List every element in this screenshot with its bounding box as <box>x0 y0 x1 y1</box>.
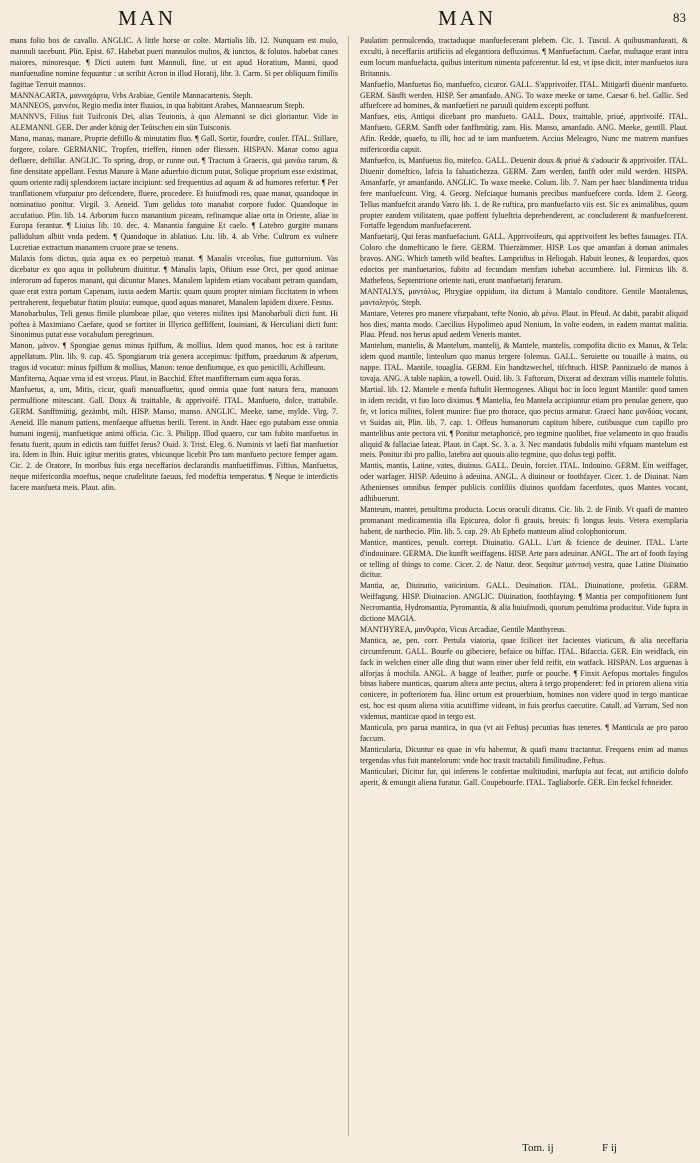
entry-mano: Mano, manas, manare, Proprie deftillo & minutatim fluo. ¶ Gall. Sortir, fourdre, couler. ITAL. Stillare, forgere, colare. GERMANIC. Tropfen, trieffen, rinnen oder fliessen. HISPAN. Manar como agua defluere, deftillar. ANGLIC. To spring, drop, or runne out. ¶ Tractum à Graecis, qui μανάω rarum, & fine densitate appellant. Festus Manare à Mane aduerbio dictum putat, Solique proprium esse existimat, quum oriente radij splendorem iactare incipiunt: sed frequentius ad aquam & ad humores refertur. ¶ Per tranflationem vfurpatur pro defcendere, fluere, procedere. Et huiufmodi res, quae manat, quandoque in nominatiuo ponitur. Virgil. 3. Aeneid. Tum gelidus toto manabat corpore fudor. Quandoque in accufatiuo. Plin. lib. 14. Arborum fucco manantium piceam, refinamque aliae orta in Oriente, aliae in Europa ferantur. ¶ Liuius lib. 10. dec. 4. Manantia fanguine Et caelo. ¶ Latebro gurgite manans pallidulum albiit vnda pedem. ¶ Quandoque in ablatiuo. Liu. lib. 4. ab Vrbe. Cultrum ex vulnere Lucretiae extractum manantem cruore prae se tenens. <box>10 134 338 253</box>
entry-mannus-continued: mans folio bos de cavallo. ANGLIC. A little horse or colte. Martialis lib. 12. Nunquam est mulo, mannuli tacebunt. Plin. Epist. 67. Habebat pueri mannulos multos, & iunctos, & folutos. habebat canes maiores, minoresque. ¶ Dicti autem funt Mannuli, fine, ut est apud Horatium, Manni, quod manfuetudine nomine fequuntur : ut scribit Acron in illud Horatij, libr. 3. Carm. Si per obliquum fimilis fagittae Terruit mannos. <box>10 36 338 89</box>
entry-mannvs: MANNVS, Filius fuit Tuifconis Dei, alias Teutonis, à quo Alemanni se dici gloriantur. Vide in ALEMANNI. GER. Der ander könig der Teütschen ein sün Tuisconis. <box>10 112 338 133</box>
entry-manticula: Manticula, pro parua mantica, in qua (vt ait Feftus) pecunias fuas teneres. ¶ Manticula ae pro paruo faccum. <box>360 723 688 743</box>
left-column <box>10 36 338 1136</box>
entry-manteum: Manteum, mantei, penultima producta. Locus oraculi dicatus. Cic. lib. 2. de Finib. Vt quafi de manteo promanant medicamentia illa Epicurea, dolor fi grauis, breuis: fi longus leuis. Vetera exemplaria habent, de narthecio. Plin. lib. 5. cap. 29. Ab Ephefo manteum aliud colophoniorum. <box>360 504 688 536</box>
entry-manobarbulus: Manobarbulus, Teli genus fimile plumbeae pilae, quo veteres milites ipsi Manobarbuli dicti funt. Hi poftea à Maximiano Caefare, quod se fortiter in Illyrico geffiffent, Iouiniani, & Herculiani dicti funt: Sinonimus putat esse vocabulum peregrinum. <box>10 308 338 340</box>
header-right-guideword: MAN <box>438 6 497 30</box>
entry-mansues: Manfues, etis, Antiqui dicebant pro manfueto. GALL. Doux, traittable, priué, apprivoifé. ITAL. Manfueto. GERM. Sanfft oder fanfftmütig, zam. His. Manso, amanfado. ANG. Meeke, gentill. Plaut. Afin. Redde, quaefo, tu illi, hoc ad te iam manfuetem. Accius Meleagro, Nunc me matrem manfues mifericordia capsit. <box>360 112 688 155</box>
entry-mansuefacio-continued: Paulatim permulcendo, tractaduque manfuefecerant plebem. Cic. 1. Tuscul. A quibusmanfueati, & exculti, à neceffariis artificiis ad elegantiora defluximus. ¶ Manfuefactum. Caefar, multaque erant intra eum locum manfuefacta, quibus interitum nimenta pafcerentur. Id est, vt ipse dicit, inter manfuetos iura Britannis. <box>360 36 688 78</box>
entry-mansuetarij: Manfuetarij, Qui feras manfuefaciunt. GALL. Apprivoifeurs, qui apprivoifent les beftes fauuages. ITA. Coloro che domefticano le fiere. GERM. Thierzämmer. HISP. Los que amanfan à doman animales bravos. ANG. Which tameth wild beaftes. Lampridius in Heliogab. Habuit leones, & leopardos, quos edoctos per manfuetarios, fubito ad fecundam menfam iubebat accumbere. Iul. Firmicus lib. 8. Mathefeos, Septentrione oriente nati, erunt manfuetarij ferarum. <box>360 232 688 285</box>
entry-mansiterna: Manfiterna, Aquae vrna id est vrceus. Plaut. in Bacchid. Eftet manfifternam cum aqua foras. <box>10 374 301 384</box>
entry-mantis: Mantis, mantis, Latine, vates, diuinus. GALL. Deuin, forcier. ITAL. Indouino. GERM. Ein weiffager, oder warfager. HISP. Adeuino à adeuina. ANGL. A diuinour or foothfayer. Cicer. 1. de Diuinat. Nam Athenienses omnibus femper publicis confiliis diuinos quofdam facerdotes, quos Mantes vocant, adhibuerunt. <box>360 461 688 504</box>
page-footer <box>0 1142 700 1160</box>
catchword: F ij <box>602 1142 617 1154</box>
header-left-guideword: MAN <box>118 6 177 30</box>
entry-manalis: Malaxis fons dictus, quia aqua ex eo perpetuò manat. ¶ Manalis vrceolus, fiue gutturnium. Vas dicebatur ex quo aqua in pollubrum diuititur. ¶ Manalis lapis, Oftium esse Orci, per quod animae inferorum ad fuperos manant, qui dicuntur Manes. Manalem lapidem etiam vocabant petram quandam, quae erat extra portam Capenam, iuxta aedem Martis: quam quum propter nimiam ficcitatem in vrbem pertraherent, fequebatur ftatim pluuia: eumque, quod aquas manaret, Manalem lapidem dixere. Festus. <box>10 254 338 307</box>
entry-mansuetus: Manfuetus, a, um, Mitis, cicur, quafi manuafluetus, quod omnia quae funt natura fera, manuum permulfione mitescant. Gall. Doux & traittable, & apprivoifé. ITAL. Manfueto, dolce, trattabile. GERM. Sanfftmütig, gezämbt, milt. HISP. Manso, manso. ANGLIC. Meeke, tame, mylde. Virg. 7. Aeneid. Ille manum patiens, menfaeque affuetus herili. Terent. in Andr. Haec ego putabam esse omnia humani ingenij, manfuetique animi officia. Cic. 3. Philipp. Illud quaero, cur tam fubito manfuetus in fenatu fuerit, quum in edictis tam fuiffet ferus? Ouid. 3. Trist. Eleg. 6. Numinis vt laefi fiat manfuetior ira. Idem in Ibin. Huic igitur meritis grates, vbicunque licebit Pro tam manfueto pectore femper agam. Cic. 2. de Oratore, In moribus fuis erga neceffarios declarandis manfuetiffimus. Fiftius, Manfuetus, neque mifericordia moeftus, neque crudelitate faeuus, fed modeftia temperatus. ¶ Neque te interdictis facere manfueta meis. Plaut. afin. <box>10 385 338 493</box>
signature-mark: Tom. ij <box>522 1142 554 1154</box>
page-number: 83 <box>673 10 686 25</box>
entry-manon: Manon, μάνον. ¶ Spongiae genus minus fpiffum, & mollius. Idem quod manos, hoc est à raritate appellatum. Plin. lib. 9. cap. 45. Spongiarum tria genera accepimus: fpiffum, praedurum & afperum, tragos id vocatur: minus fpiffum & mollius, Manon: tenue denfiumque, ex quo penicilli, Achilleum. <box>10 341 338 373</box>
entry-manthyrea: MANTHYREA, μανθυρέα, Vicus Arcadiae, Gentile Manthyreus. <box>360 624 567 634</box>
running-header <box>0 6 700 32</box>
entry-manticulari: Manticulari, Dicitur fur, qui inferens le confertae multitudini, marfupia aut fecat, aut artificio dolofo aperit, & emungit aliena furatur. Gall. Coupebourfe. ITAL. Tagliaborfe. GER. Ein feckel fchneider. <box>360 766 688 787</box>
entry-manneos: MANNEOS, μαννέοι, Regio media inter fluuios, in qua habitant Arabes, Mannaearum Steph. <box>10 101 305 111</box>
entry-mansuesco: Manfuefco, is, Manfuetus fio, mitefco. GALL. Deuenir doux & priué & s'adoucir & apprivoifer. ITAL. Diuenir domeftico, lafcia la faluatichezza. GERM. Zam werden, fanfft oder mild werden. HISPA. Amanfarfe, yr amanfando. ANGLIC. To waxe meeke. Colum. lib. 7. Nam per haec blandimenta tridua fere manfuefcunt. Virg. 4. Georg. Nefciaque humanis precibus manfuefcere corda. Idem 2. Georg. Tellus manfuefcit arando Varro lib. 1. de Re ruftica, pro manfuefacto viis est. Sic ex animalibus, quum propter eandem vtilitatem, quae poffent fylueftria deprehenderent, ac concluderent & manfuefcerent. Fortaffe legendum manfuefacerent. <box>360 155 688 231</box>
entry-mannacarta: MANNACARTA, μανναχάρτα, Vrbs Arabiae, Gentile Mannacartenis. Steph. <box>10 90 253 100</box>
entry-mantica: Mantica, ae, pen. corr. Pertula viatoria, quae fcilicet iter facientes viaticum, & alia neceffaria circumferunt. GALL. Bourfe ou gibeciere, befaice ou biffac. ITAL. Bifaccia. GER. Ein weidfack, ein fack in welchen einer alle ding thut wann einer uber feld reifit, ein watfack. HISPAN. Los arguenas à alforjas à mochila. ANGL. A bagge of leather, purfe or pouche. ¶ Finxit Aefopus mortales fingulos binas habere manticas, quarum altera ante pectus, altera à tergo propenderet: fed in priorem aliena vitia conicere, in pofteriorem fua. Hinc ortum est prouerbium, homines non videre quod in tergo manticae est, hoc est quum aliena vitia acutiffime videant, in fuis prorfus caecutire. Catull. ad Varrum, Sed non videmus, manticae quod in tergo est. <box>360 635 688 722</box>
entry-mantelum: Mantelum, mantelis, & Mantelum, mantelij, & Mantele, mantelis, compofita dictio ex Manus, & Tela: idem quod mantile, linteolum quo manus tergere folemus. GALL. Seruiette ou touaille à mains, ou nappe. ITAL. Mantile, touaglia. GERM. Ein handtzwechel, tifchtuch. HISP. Pannizuelo de manos à tovaja. ANG. A table napkin, a towell. Ouid. lib. 3. Faftorum, Dixerat ad dextram villis mantele folutis. Martial. lib. 12. Mantele e menfa fuftulit Hermogenes. Aliqui hoc in loco legunt Mantile: quod tamen in idem recidit, vt fuo loco diximus. ¶ Mantelia, feu Mantela accipiuntur etiam pro penulae genere, quo fe, vt lorica milites, folent munire: fiue pro thorace, quo pectus armatur. Graeci hanc μανδύας vocant, vt Suidas ait, Plin. lib. 7. cap. 1. Offeus humanorum capitum hibere, cutibusque cum capillo pro mantelibus ante pectora vti. ¶ Ponitur metaphoricè, pro tegmine quolibet, fiue velamento in quo fraudis aliquid & fallaciae lateat. Plaut. in Capt. Sc. 3. a. 3. Nec mandatis fubdolis mihi vfquam mantelum est meis. Ponitur ibi pro pallio, latebra aut quouis alio tegmine, quo dolus tegi poffit. <box>360 341 688 460</box>
column-divider <box>348 36 349 1136</box>
right-column <box>360 36 688 1136</box>
entry-mantalys: MANTALYS, μαντάλυς, Phrygiae oppidum, ita dictum à Mantalo conditore. Gentile Mantalenus, μανταληνός. Steph. <box>360 286 688 307</box>
entry-manticularia: Manticularia, Dicuntur ea quae in vfu habentur, & quafi manu tractantur. Frequens enim ad manus tergendas vfus fuit mantelorum: vnde hoc traxit tractabili fimilitudine. Feftus. <box>360 744 688 765</box>
entry-mantare: Mantare, Veteres pro manere vfurpabant, tefte Nonio, ab μένω. Plaut. in Pfeud. At dabit, parabit aliquid hos dies, manta modo. Caecilius Hypolimeo apud Nonium, In volte eodem, in eadem mantat malitia. Plau. Pfeud. nos herus apud aedem Veneris mantet. <box>360 308 688 340</box>
entry-mantia: Mantia, ae, Diuinatio, vaticinium. GALL. Deuination. ITAL. Diuinatione, profetia. GERM. Weiffagung. HISP. Diuinacion. ANGLIC. Diuination, foothfaying. ¶ Mantia per compofitionem funt Necromantia, Hydromantia, Pyromantia, & alia huiufmodi, quorum penultima producitur. Vide fupra in dictione MAGIA. <box>360 581 688 624</box>
entry-mansuefio: Manfuefio, Manfuetus fio, manfuefco, cicuror. GALL. S'apprivoifer. ITAL. Mitigarfi diuenir manfueto. GERM. Sänfft werden. HISP. Ser amanfado. ANG. To waxe meeke or tame. Caesar 6. bel. Gallic. Sed affuefcere ad homines, & manfuefieri ne paruuli quidem excepti poffunt. <box>360 79 688 111</box>
entry-mantice: Mantice, mantices, penult. corrept. Diuinatio. GALL. L'art & fcience de deuiner. ITAL. L'arte d'indouinare. GERMA. Die kunfft weiffagens. HISP. Arte para adeuinar. ANGL. The art of footh faying or telling of things to come. Cicer. 2. de Natur. deor. Sequitur μαντική vestra, quae Latine Diuinatio dicitur. <box>360 537 688 580</box>
